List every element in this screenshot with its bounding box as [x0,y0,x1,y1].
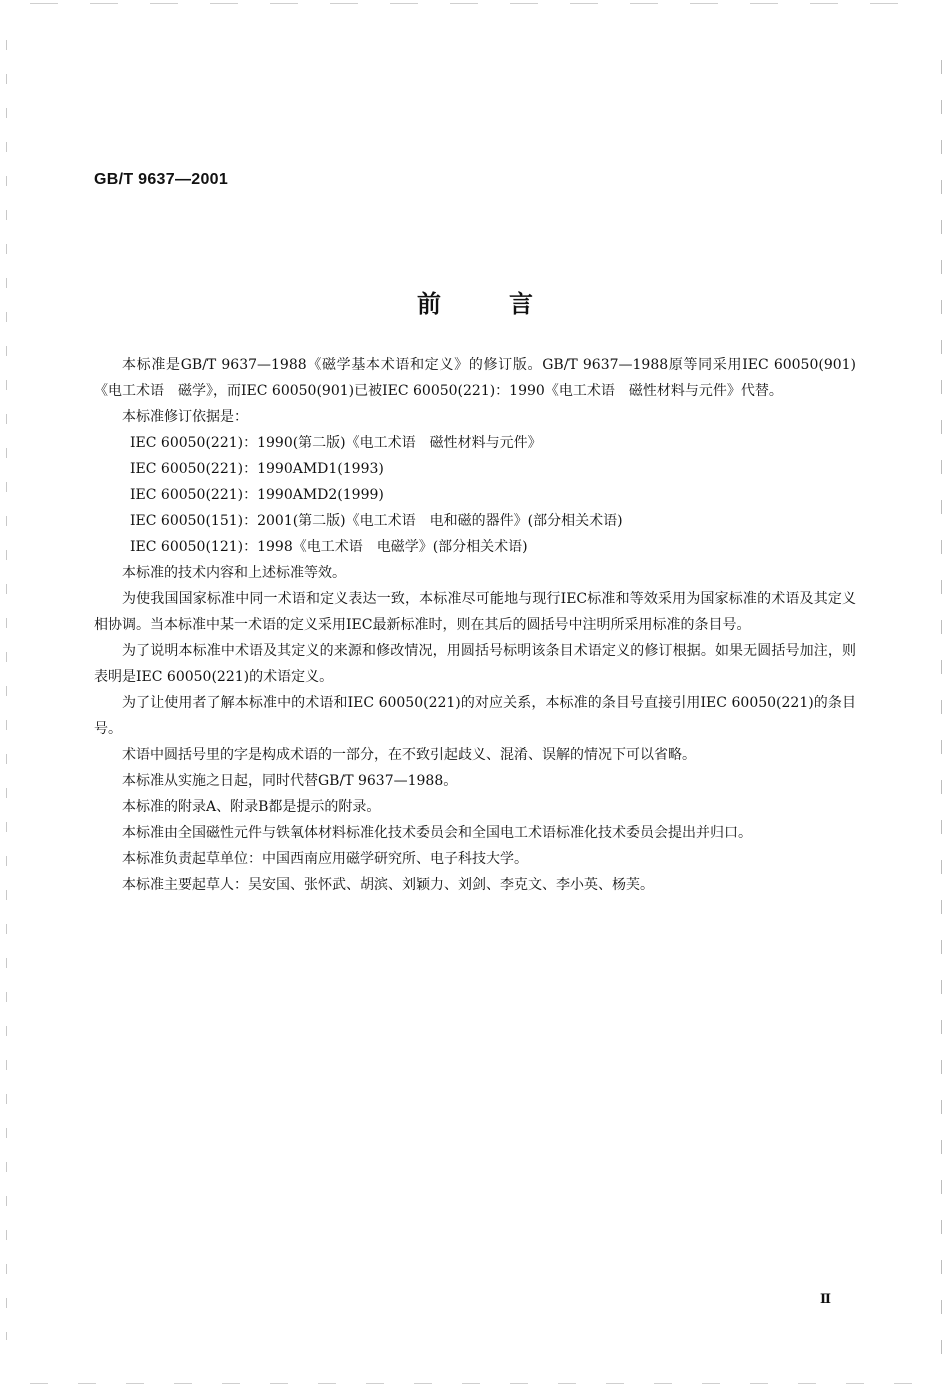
reference-item: IEC 60050(221)：1990(第二版)《电工术语 磁性材料与元件》 [130,435,542,451]
paragraph: 本标准主要起草人：吴安国、张怀武、胡滨、刘颖力、刘剑、李克文、李小英、杨芙。 [122,877,654,893]
paragraph: 本标准是GB/T 9637—1988《磁学基本术语和定义》的修订版。GB/T 9637—1988原等同采用IEC 60050(901)《电工术语 磁学》，而IEC 60050(901)已被IEC 60050(221)：1990《电工术语 磁性材料与元件》代替。 [94,357,856,399]
standard-code: GB/T 9637—2001 [94,171,229,188]
paragraph: 为了说明本标准中术语及其定义的来源和修改情况，用圆括号标明该条目术语定义的修订根据。如果无圆括号加注，则表明是IEC 60050(221)的术语定义。 [94,643,856,685]
paragraph: 本标准的附录A、附录B都是提示的附录。 [122,799,381,815]
paragraph: 本标准修订依据是： [122,409,248,425]
paragraph: 本标准从实施之日起，同时代替GB/T 9637—1988。 [122,773,458,789]
paragraph: 本标准负责起草单位：中国西南应用磁学研究所、电子科技大学。 [122,851,528,867]
paragraph: 为使我国国家标准中同一术语和定义表达一致，本标准尽可能地与现行IEC标准和等效采用为国家标准的术语及其定义相协调。当本标准中某一术语的定义采用IEC最新标准时，则在其后的圆括号中注明所采用标准的条目号。 [94,591,856,633]
paragraph: 为了让使用者了解本标准中的术语和IEC 60050(221)的对应关系，本标准的条目号直接引用IEC 60050(221)的条目号。 [94,695,856,737]
paragraph: 术语中圆括号里的字是构成术语的一部分，在不致引起歧义、混淆、误解的情况下可以省略。 [122,747,696,763]
page-number: Ⅱ [820,1292,831,1307]
paragraph: 本标准的技术内容和上述标准等效。 [122,565,346,581]
paragraph: 本标准由全国磁性元件与铁氧体材料标准化技术委员会和全国电工术语标准化技术委员会提出并归口。 [122,825,752,841]
reference-item: IEC 60050(221)：1990AMD1(1993) [130,461,384,477]
reference-item: IEC 60050(221)：1990AMD2(1999) [130,487,384,503]
scan-edge-left [6,40,7,1340]
page-title: 前言 [417,290,601,318]
scan-edge-bottom [30,1383,920,1384]
scan-edge-right [941,60,942,1360]
scan-edge-top [30,3,920,4]
reference-item: IEC 60050(121)：1998《电工术语 电磁学》(部分相关术语) [130,539,528,555]
reference-item: IEC 60050(151)：2001(第二版)《电工术语 电和磁的器件》(部分相关术语) [130,513,623,529]
foreword-body [94,352,856,898]
